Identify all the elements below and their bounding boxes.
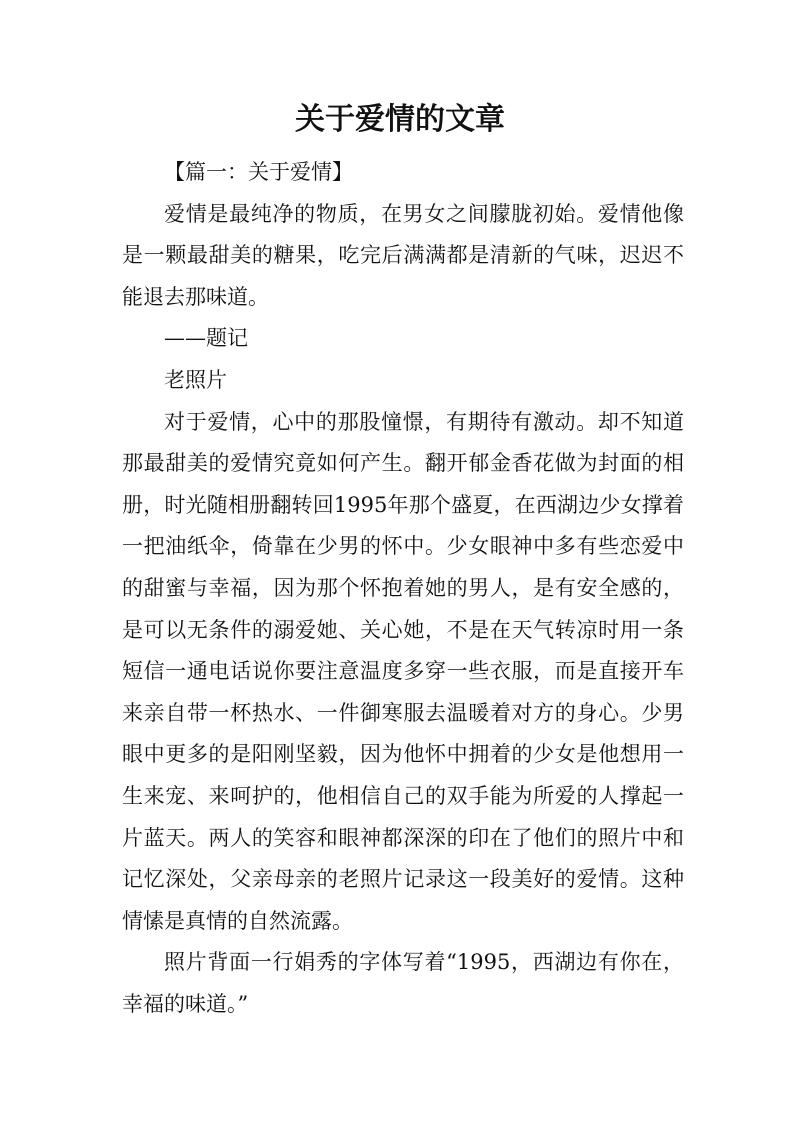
- paragraph-intro: 爱情是最纯净的物质，在男女之间朦胧初始。爱情他像是一颗最甜美的糖果，吃完后满满都是清新的气味，迟迟不能退去那味道。: [122, 201, 684, 309]
- document-body: [122, 152, 684, 1025]
- paragraph-main: 对于爱情，心中的那股憧憬，有期待有激动。却不知道那最甜美的爱情究竟如何产生。翻开郁金香花做为封面的相册，时光随相册翻转回1995年那个盛夏，在西湖边少女撑着一把油纸伞，倚靠在少男的怀中。少女眼神中多有些恋爱中的甜蜜与幸福，因为那个怀抱着她的男人，是有安全感的，是可以无条件的溺爱她、关心她，不是在天气转凉时用一条短信一通电话说你要注意温度多穿一些衣服，而是直接开车来亲自带一杯热水、一件御寒服去温暖着对方的身心。少男眼中更多的是阳刚坚毅，因为他怀中拥着的少女是他想用一生来宠、来呵护的，他相信自己的双手能为所爱的人撑起一片蓝天。两人的笑容和眼神都深深的印在了他们的照片中和记忆深处，父亲母亲的老照片记录这一段美好的爱情。这种情愫是真情的自然流露。: [122, 409, 684, 933]
- document-title: 关于爱情的文章: [295, 102, 505, 137]
- section-heading: 【篇一：关于爱情】: [164, 160, 353, 184]
- paragraph-closing: 照片背面一行娟秀的字体写着“1995，西湖边有你在，幸福的味道。”: [122, 950, 684, 1016]
- paragraph-epigraph: ——题记: [164, 326, 248, 351]
- paragraph-subtitle: 老照片: [164, 367, 227, 392]
